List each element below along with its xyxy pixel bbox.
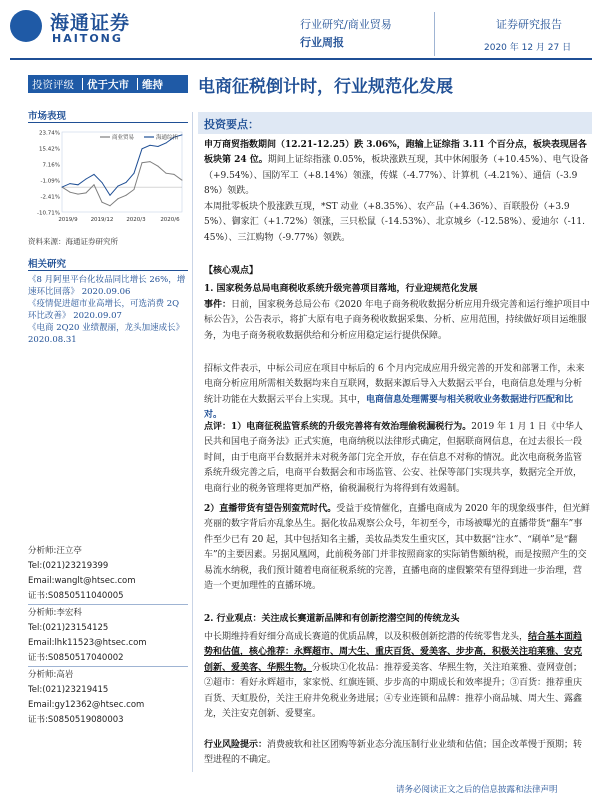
related-item-text: 《疫情促进超市业高增长，可选消费 2Q 环比改善》 bbox=[28, 299, 180, 321]
x-tick-label: 2019/9 bbox=[58, 217, 78, 223]
x-tick-label: 2020/3 bbox=[126, 217, 146, 223]
data-point bbox=[150, 161, 151, 162]
data-point bbox=[158, 166, 159, 167]
risk-text: 消费疲软和社区团购等新业态分流压制行业业绩和估值；国企改革慢于预期；转型进程的不确定。 bbox=[204, 740, 583, 766]
bid-text: 招标文件表示，中标公司应在项目中标后的 6 个月内完成应用升级完善的开发和部署工作，未来电商分析应用所需相关数据均来自互联网，数据来源后导入大数据云平台，电商信息处理与分析统计功能在大数据云平台上实现。其中， bbox=[204, 364, 585, 405]
related-item-date: 2020.09.07 bbox=[73, 311, 122, 321]
rating-separator bbox=[82, 78, 83, 90]
analyst-name: 分析师:高岩 bbox=[28, 670, 74, 680]
analyst-divider bbox=[28, 666, 188, 667]
haitong-logo-icon bbox=[10, 10, 42, 42]
section-2-title: 2. 行业观点：关注成长赛道新品牌和有创新挖潜空间的传统龙头 bbox=[204, 614, 460, 624]
related-item-date: 2020.09.06 bbox=[81, 287, 131, 297]
header-rule bbox=[10, 58, 592, 60]
data-point bbox=[142, 148, 143, 149]
data-point bbox=[70, 183, 71, 184]
disclaimer-footer: 请务必阅读正文之后的信息披露和法律声明 bbox=[396, 785, 558, 795]
analyst-name: 分析师:汪立亭 bbox=[28, 546, 82, 556]
data-point bbox=[126, 195, 127, 196]
data-point bbox=[102, 202, 103, 203]
core-views-title: 【核心观点】 bbox=[204, 266, 259, 276]
data-point bbox=[134, 173, 135, 174]
section-1-event bbox=[204, 298, 590, 344]
analyst-cert: 证书:S0850517040002 bbox=[28, 653, 124, 663]
data-point bbox=[166, 173, 167, 174]
report-date: 2020 年 12 月 27 日 bbox=[484, 43, 572, 53]
data-point bbox=[110, 195, 111, 196]
analyst-email[interactable]: Email:gy12362@htsec.com bbox=[28, 700, 145, 710]
legend-label: 海通综指 bbox=[156, 135, 179, 141]
data-point bbox=[150, 145, 151, 146]
data-point bbox=[118, 198, 119, 199]
related-item[interactable] bbox=[28, 322, 188, 346]
analyst-email[interactable]: Email:wanglt@htsec.com bbox=[28, 576, 136, 586]
related-rule bbox=[28, 270, 188, 271]
haitong-logo bbox=[10, 8, 158, 48]
logo-en-text: HAITONG bbox=[52, 32, 123, 45]
data-point bbox=[94, 184, 95, 185]
data-point bbox=[174, 174, 175, 175]
data-point bbox=[70, 192, 71, 193]
analyst-email[interactable]: Email:lhk11523@htsec.com bbox=[28, 638, 147, 648]
y-tick-label: -10.71% bbox=[37, 210, 60, 217]
related-item[interactable] bbox=[28, 298, 188, 322]
section-1-bid bbox=[204, 362, 590, 424]
risk-label: 行业风险提示： bbox=[204, 740, 268, 750]
data-point bbox=[94, 174, 95, 175]
data-point bbox=[118, 185, 119, 186]
market-title: 市场表现 bbox=[28, 111, 67, 122]
comment-2-text: 受益于疫情催化，直播电商成为 2020 年的现象级事件，但光鲜亮丽的数字背后亦乱象丛生。据化妆品观察公众号，年初至今，市场被曝光的直播带货“翻车”事件至少已有 20 起，其中包括知名主播，美妆品类发生重灾区，其中数据“注水”、“刷单”是“翻车”的主要因素。另据风凰网，此前税务部门并非按照商家的实际销售额纳税，而是按照产生的交易流水纳税，我们预计随着电商征税系统的完善，直播电商的虚假繁荣有望得到进一步治理，营造一个更加理性的直播环境。 bbox=[204, 504, 590, 592]
market-chart bbox=[28, 126, 186, 226]
brand-tag: 证券研究报告 bbox=[496, 18, 562, 31]
header-divider bbox=[434, 12, 435, 56]
data-point bbox=[110, 205, 111, 206]
stock-movers: 本周批零板块个股涨跌互现，*ST 动业（+8.35%）、农产品（+4.36%）、百联股份（+3.95%）、御家汇（+1.72%）领涨，三只松鼠（-14.53%）、北京城乡（-12.58%）、爱迪尔（-11.45%）、三江购物（-9.77%）领跌。 bbox=[204, 202, 585, 243]
column-divider bbox=[192, 112, 193, 772]
related-item[interactable] bbox=[28, 274, 188, 298]
chart-source: 资料来源：海通证券研究所 bbox=[28, 237, 118, 246]
s2-recommend: 结合基本面趋势和估值，核心推荐：永辉超市、周大生、重庆百货、爱美客、步步高，积极关注珀莱雅、安克创新、爱美客、华熙生物。 bbox=[204, 632, 583, 673]
analyst-tel: Tel:(021)23154125 bbox=[28, 623, 109, 633]
y-tick-label: 7.16% bbox=[42, 162, 60, 169]
analyst-name: 分析师:李宏科 bbox=[28, 608, 82, 618]
y-tick-label: -1.09% bbox=[40, 178, 60, 185]
data-point bbox=[126, 182, 127, 183]
bid-highlight: 电商信息处理需要与相关税收业务数据进行匹配和比对。 bbox=[204, 394, 574, 421]
rating-separator bbox=[137, 78, 138, 90]
analyst-tel: Tel:(021)23219399 bbox=[28, 561, 109, 571]
event-text: 日前，国家税务总局公布《2020 年电子商务税收数据分析应用升级完善和运行维护项目中标公告》，公告表示，将扩大原有电子商务税收数据采集、分析、应用范围，持续做好项目运维服务，为电子商务税收数据供给和分析应用稳定运行提供保障。 bbox=[204, 300, 590, 341]
comment-1-text: 2019 年 1 月 1 日《中华人民共和国电子商务法》正式实施，电商纳税以法律形式确定，但据联商网信息，在过去很长一段时间，由于电商平台数据并未对税务部门完全开放，存在信息不对称的情况。此次电商税务监管系统升级完善之后，电商平台数据会和市场监管、公安、社保等部门实现共享，数据完全开放，电商行业的税务管理将更加严格，偷税漏税行为将得到有效遏制。 bbox=[204, 422, 583, 494]
section-1-title: 1. 国家税务总局电商税收系统升级完善项目落地，行业迎规范化发展 bbox=[204, 284, 478, 294]
s2-detail: 分板块①化妆品：推荐爱美客、华熙生物，关注珀莱雅、壹网壹创；②超市：看好永辉超市，家家悦、红旗连锁、步步高的中期成长和效率提升；③百货：推荐重庆百货、天虹股份，关注王府井免税业务进展；④专业连锁和品牌：推荐小商品城、周大生、露鑫龙，关注安克创新、爱婴室。 bbox=[204, 662, 583, 720]
key-points-title: 投资要点： bbox=[204, 118, 259, 131]
section-1-comment-2 bbox=[204, 502, 590, 594]
data-point bbox=[62, 187, 63, 188]
x-tick-label: 2019/12 bbox=[90, 217, 114, 223]
series-line-2 bbox=[62, 135, 182, 195]
weekly-summary bbox=[204, 138, 590, 200]
rating-value: 优于大市 bbox=[87, 78, 129, 91]
y-tick-label: -2.41% bbox=[40, 194, 60, 201]
market-chart-svg bbox=[28, 126, 186, 226]
y-tick-label: 23.74% bbox=[39, 130, 60, 137]
analyst-divider bbox=[28, 604, 188, 605]
data-point bbox=[102, 182, 103, 183]
data-point bbox=[86, 192, 87, 193]
analyst-tel: Tel:(021)23219415 bbox=[28, 685, 109, 695]
rating-status: 维持 bbox=[142, 78, 163, 91]
data-point bbox=[142, 162, 143, 163]
analyst-block bbox=[28, 544, 136, 604]
report-headline: 电商征税倒计时，行业规范化发展 bbox=[198, 77, 453, 97]
market-rule bbox=[28, 122, 188, 123]
analyst-cert: 证书:S0850519080003 bbox=[28, 715, 124, 725]
section-1-comment-1 bbox=[204, 420, 590, 497]
data-point bbox=[86, 179, 87, 180]
s2-intro: 中长期维持看好细分高成长赛道的优质品牌，以及积极创新挖潜的传统零售龙头， bbox=[204, 632, 529, 642]
analyst-cert: 证书:S0850511040005 bbox=[28, 591, 124, 601]
rating-label: 投资评级 bbox=[32, 78, 74, 91]
report-category: 行业研究/商业贸易 bbox=[300, 18, 392, 31]
analyst-block bbox=[28, 668, 144, 728]
data-point bbox=[182, 180, 183, 181]
x-tick-label: 2020/6 bbox=[160, 217, 180, 223]
risk-warning bbox=[204, 738, 590, 769]
comment-2-label: 2）直播带货有望告别蛮荒时代。 bbox=[204, 504, 337, 514]
summary-lead: 申万商贸指数期间（12.21-12.25）跌 3.06%，跑输上证综指 3.11 个百分点，板块表现居各板块第 24 位。 bbox=[204, 140, 587, 166]
event-label: 事件： bbox=[204, 300, 232, 310]
rating-banner bbox=[28, 75, 188, 93]
data-point bbox=[158, 146, 159, 147]
comment-1-label: 点评：1）电商征税监管系统的升级完善将有效治理偷税漏税行为。 bbox=[204, 422, 472, 432]
analyst-block bbox=[28, 606, 147, 666]
related-title: 相关研究 bbox=[28, 259, 67, 270]
data-point bbox=[134, 189, 135, 190]
report-type: 行业周报 bbox=[300, 36, 344, 49]
y-tick-label: 15.42% bbox=[39, 146, 60, 153]
data-point bbox=[166, 143, 167, 144]
summary-rest: 期间上证综指涨 0.05%，板块涨跌互现，其中休闲服务（+10.45%）、电气设备（+9.54%）、国防军工（+8.14%）领涨，传媒（-4.77%）、计算机（-4.21%）、通信（-3.98%）领跌。 bbox=[204, 155, 589, 197]
related-item-date: 2020.08.31 bbox=[28, 335, 77, 345]
data-point bbox=[182, 134, 183, 135]
data-point bbox=[78, 194, 79, 195]
related-item-text: 《8 月阿里平台化妆品同比增长 26%，增速环比回落》 bbox=[28, 275, 186, 297]
legend-label: 商业贸易 bbox=[112, 135, 135, 141]
logo-cn-text: 海通证券 bbox=[50, 12, 131, 34]
related-item-text: 《电商 2Q20 业绩靓丽，龙头加速成长》 bbox=[28, 323, 185, 333]
data-point bbox=[78, 184, 79, 185]
section-2-body bbox=[204, 630, 590, 722]
